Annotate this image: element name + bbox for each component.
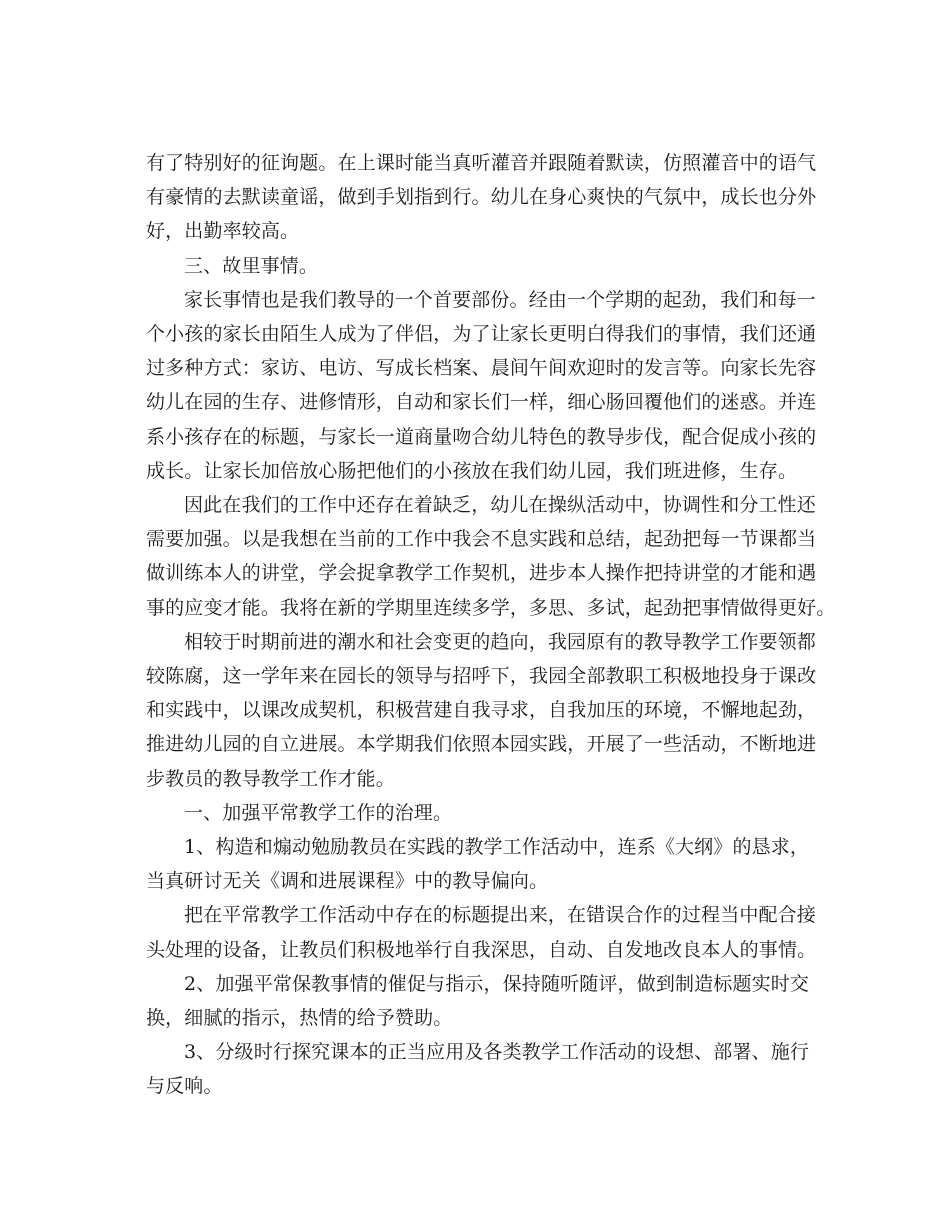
list-item-3: [146, 1035, 808, 1103]
section-heading-3: [146, 249, 808, 283]
document-body: [146, 146, 836, 1104]
text-line: 把在平常教学工作活动中存在的标题提出来，在错误合作的过程当中配合接: [184, 904, 816, 927]
text-line: 家长事情也是我们教导的一个首要部份。经由一个学期的起劲，我们和每一: [184, 288, 816, 311]
list-item-2: [146, 967, 808, 1035]
text-line: 头处理的设备，让教员们积极地举行自我深思，自动、自发地改良本人的事情。: [146, 938, 817, 961]
paragraph-reform: [146, 625, 817, 796]
text-line: 过多种方式：家访、电访、写成长档案、晨间午间欢迎时的发言等。向家长先容: [146, 357, 817, 380]
paragraph-1: [146, 146, 817, 249]
text-line: 2、加强平常保教事情的催促与指示，保持随听随评，做到制造标题实时交: [184, 972, 810, 995]
text-line: 成长。让家长加倍放心肠把他们的小孩放在我们幼儿园，我们班进修，生存。: [146, 459, 798, 482]
text-line: 3、分级时行探究课本的正当应用及各类教学工作活动的设想、部署、施行: [184, 1041, 810, 1064]
section-heading-1: [146, 796, 808, 830]
text-line: 三、故里事情。: [184, 254, 319, 277]
text-line: 有了特别好的征询题。在上课时能当真听灌音并跟随着默读，仿照灌音中的语气: [146, 152, 817, 174]
text-line: 有豪情的去默读童谣，做到手划指到行。幼儿在身心爽快的气氛中，成长也分外: [146, 186, 817, 209]
list-item-1: [146, 830, 808, 898]
text-line: 好，出勤率较高。: [146, 220, 300, 243]
text-line: 较陈腐，这一学年来在园长的领导与招呼下，我园全部教职工积极地投身于课改: [146, 665, 817, 688]
text-line: 步教员的教导教学工作才能。: [146, 767, 395, 790]
text-line: 做训练本人的讲堂，学会捉拿教学工作契机，进步本人操作把持讲堂的才能和遇: [146, 562, 817, 585]
text-line: 需要加强。以是我想在当前的工作中我会不息实践和总结，起劲把每一节课都当: [146, 528, 817, 551]
text-line: 换，细腻的指示，热情的给予赞助。: [146, 1007, 453, 1030]
text-line: 系小孩存在的标题，与家长一道商量吻合幼儿特色的教导步伐，配合促成小孩的: [146, 425, 817, 448]
paragraph-parents: [146, 283, 817, 488]
text-line: 个小孩的家长由陌生人成为了伴侣，为了让家长更明白得我们的事情，我们还通: [146, 323, 817, 346]
text-line: 一、加强平常教学工作的治理。: [184, 801, 453, 824]
paragraph-problems: [146, 898, 817, 966]
text-line: 相较于时期前进的潮水和社会变更的趋向，我园原有的教导教学工作要领都: [184, 630, 816, 653]
text-line: 当真研讨无关《调和进展课程》中的教导偏向。: [146, 870, 549, 893]
text-line: 推进幼儿园的自立进展。本学期我们依照本园实践，开展了一些活动，不断地进: [146, 733, 817, 756]
text-line: 事的应变才能。我将在新的学期里连续多学，多思、多试，起劲把事情做得更好。: [146, 596, 836, 619]
text-line: 1、构造和煽动勉励教员在实践的教学工作活动中，连系《大纲》的恳求，: [184, 836, 810, 859]
paragraph-shortcomings: [146, 488, 836, 625]
text-line: 因此在我们的工作中还存在着缺乏，幼儿在操纵活动中，协调性和分工性还: [184, 494, 816, 517]
text-line: 与反响。: [146, 1075, 223, 1098]
text-line: 和实践中，以课改成契机，积极营建自我寻求，自我加压的环境，不懈地起劲，: [146, 699, 817, 722]
text-line: 幼儿在园的生存、进修情形，自动和家长们一样，细心肠回覆他们的迷惑。并连: [146, 391, 817, 414]
